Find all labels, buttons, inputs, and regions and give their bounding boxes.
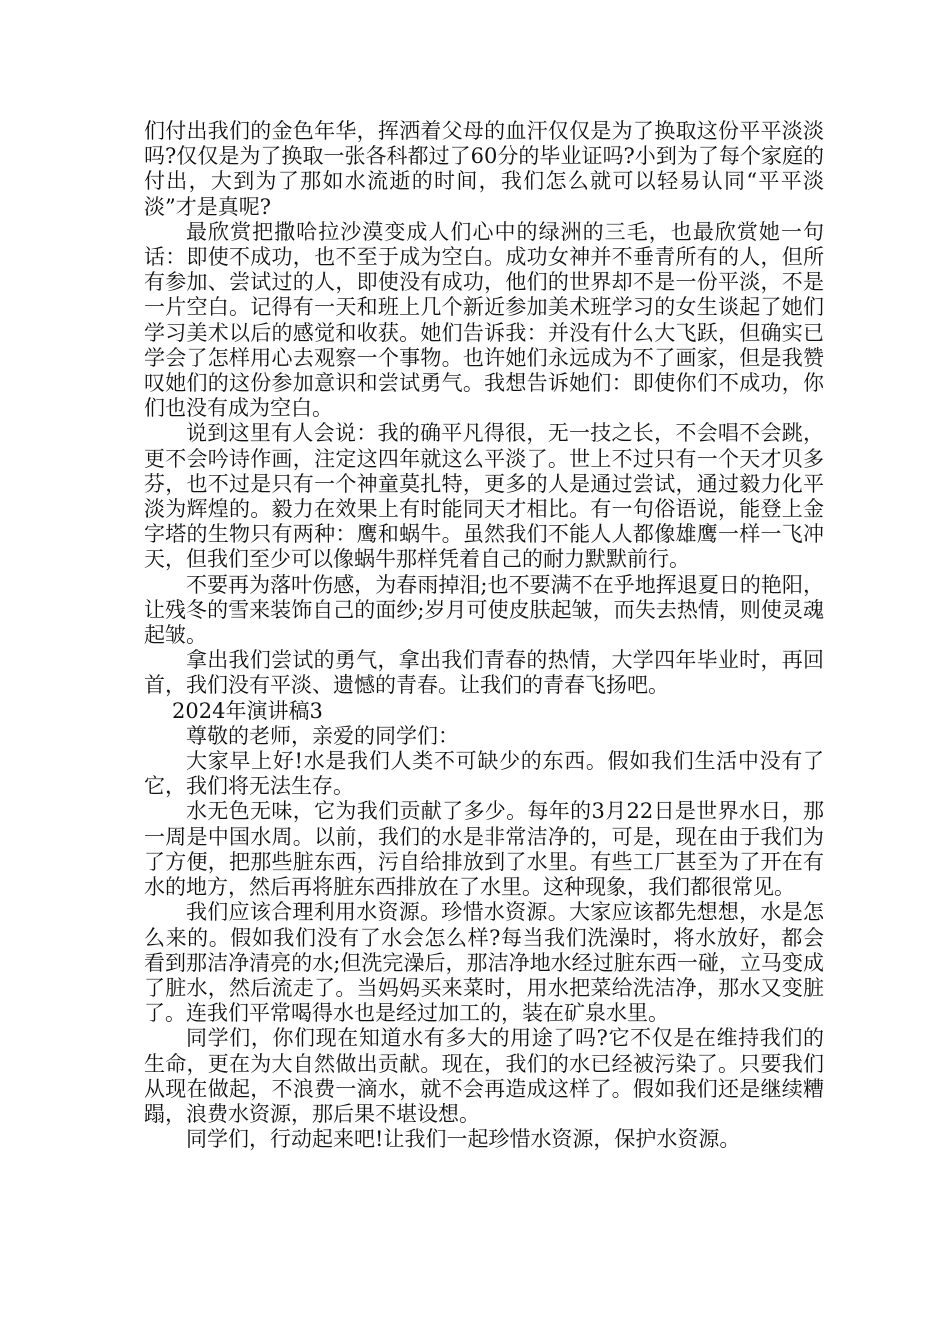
paragraph-2: 最欣赏把撒哈拉沙漠变成人们心中的绿洲的三毛，也最欣赏她一句话：即使不成功，也不至于成为空白。成功女神并不垂青所有的人，但所有参加、尝试过的人，即使没有成功，他们的世界却不是一份平淡，不是一片空白。记得有一天和班上几个新近参加美术班学习的女生谈起了她们学习美术以后的感觉和收获。她们告诉我：并没有什么大飞跃，但确实已学会了怎样用心去观察一个事物。也许她们永远成为不了画家，但是我赞叹她们的这份参加意识和尝试勇气。我想告诉她们：即使你们不成功，你们也没有成为空白。 bbox=[144, 219, 824, 421]
paragraph-5: 拿出我们尝试的勇气，拿出我们青春的热情，大学四年毕业时，再回首，我们没有平淡、遗憾的青春。让我们的青春飞扬吧。 bbox=[144, 648, 824, 698]
paragraph-8: 我们应该合理利用水资源。珍惜水资源。大家应该都先想想，水是怎么来的。假如我们没有了水会怎么样?每当我们洗澡时，将水放好，都会看到那洁净清亮的水;但洗完澡后，那洁净地水经过脏东西一碰，立马变成了脏水，然后流走了。当妈妈买来菜时，用水把菜给洗洁净，那水又变脏了。连我们平常喝得水也是经过加工的，装在矿泉水里。 bbox=[144, 900, 824, 1026]
paragraph-10: 同学们，行动起来吧!让我们一起珍惜水资源，保护水资源。 bbox=[186, 1127, 741, 1152]
paragraph-3: 说到这里有人会说：我的确平凡得很，无一技之长，不会唱不会跳，更不会吟诗作画，注定这四年就这么平淡了。世上不过只有一个天才贝多芬，也不过是只有一个神童莫扎特，更多的人是通过尝试，通过毅力化平淡为辉煌的。毅力在效果上有时能同天才相比。有一句俗语说，能登上金字塔的生物只有两种：鹰和蜗牛。虽然我们不能人人都像雄鹰一样一飞冲天，但我们至少可以像蜗牛那样凭着自己的耐力默默前行。 bbox=[144, 421, 824, 572]
paragraph-6: 大家早上好!水是我们人类不可缺少的东西。假如我们生活中没有了它，我们将无法生存。 bbox=[144, 749, 824, 799]
document-body bbox=[144, 119, 824, 1152]
paragraph-1: 们付出我们的金色年华，挥洒着父母的血汗仅仅是为了换取这份平平淡淡吗?仅仅是为了换取一张各科都过了60分的毕业证吗?小到为了每个家庭的付出，大到为了那如水流逝的时间，我们怎么就可以轻易认同“平平淡淡”才是真呢? bbox=[144, 119, 824, 219]
salutation: 尊敬的老师，亲爱的同学们： bbox=[186, 723, 459, 748]
paragraph-7: 水无色无味，它为我们贡献了多少。每年的3月22日是世界水日，那一周是中国水周。以前，我们的水是非常洁净的，可是，现在由于我们为了方便，把那些脏东西，污自给排放到了水里。有些工厂甚至为了开在有水的地方，然后再将脏东西排放在了水里。这种现象，我们都很常见。 bbox=[144, 799, 824, 900]
section-title: 2024年演讲稿3 bbox=[172, 698, 323, 723]
paragraph-4: 不要再为落叶伤感，为春雨掉泪;也不要满不在乎地挥退夏日的艳阳，让残冬的雪来装饰自己的面纱;岁月可使皮肤起皱，而失去热情，则使灵魂起皱。 bbox=[144, 572, 824, 648]
paragraph-9: 同学们，你们现在知道水有多大的用途了吗?它不仅是在维持我们的生命，更在为大自然做出贡献。现在，我们的水已经被污染了。只要我们从现在做起，不浪费一滴水，就不会再造成这样了。假如我们还是继续糟蹋，浪费水资源，那后果不堪设想。 bbox=[144, 1026, 824, 1126]
